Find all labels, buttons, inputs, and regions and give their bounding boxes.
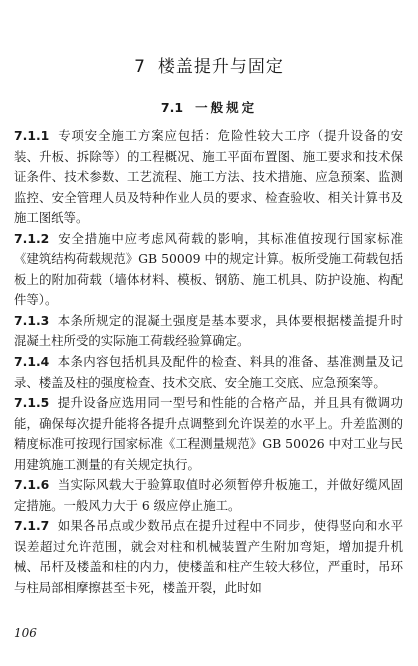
clause-number: 7.1.4 — [14, 354, 50, 370]
clause-number: 7.1.2 — [14, 230, 50, 246]
clause-text: 安全措施中应考虑风荷载的影响，其标准值按现行国家标准《建筑结构荷载规范》GB 50009 中的规定计算。板所受施工荷载包括板上的附加荷载（墙体材料、模板、钢筋、施工机具、防护设施、构配件等）。 — [14, 230, 403, 308]
clause-text: 如果各吊点或少数吊点在提升过程中不同步，使得竖向和水平误差超过允许范围，就会对柱和机械装置产生附加弯矩，增加提升机械、吊杆及楼盖和柱的内力，使楼盖和柱产生较大移位，严重时，吊环与柱局部相摩擦甚至卡死，楼盖开裂，此时如 — [14, 518, 403, 596]
clause-number: 7.1.6 — [14, 477, 50, 493]
clause-number: 7.1.3 — [14, 312, 50, 328]
clause-text: 本条内容包括机具及配件的检查、料具的准备、基准测量及记录、楼盖及柱的强度检查、技术交底、安全施工交底、应急预案等。 — [14, 354, 403, 390]
section-number: 7.1 — [160, 100, 184, 115]
clause-number: 7.1.5 — [14, 395, 50, 411]
clause-7-1-1 — [14, 126, 403, 229]
clause-7-1-6 — [14, 475, 403, 516]
clause-number: 7.1.7 — [14, 518, 50, 534]
clause-7-1-2 — [14, 229, 403, 311]
clause-7-1-7 — [14, 516, 403, 598]
clause-text: 提升设备应选用同一型号和性能的合格产品，并且具有微调功能，确保每次提升能将各提升点调整到允许误差的水平上。升差监测的精度标准可按现行国家标准《工程测量规范》GB 50026 中对工业与民用建筑施工测量的有关规定执行。 — [14, 395, 403, 472]
chapter-title — [0, 52, 418, 77]
clause-number: 7.1.1 — [14, 128, 50, 143]
clause-text: 当实际风载大于验算取值时必须暂停升板施工，并做好缆风固定措施。一般风力大于 6 级应停止施工。 — [14, 477, 403, 513]
clause-7-1-3 — [14, 311, 403, 352]
body-text — [14, 126, 403, 599]
section-title-text: 一般规定 — [195, 100, 258, 115]
page-number: 106 — [14, 626, 37, 640]
clause-text: 本条所规定的混凝土强度是基本要求，具体要根据楼盖提升时混凝土柱所受的实际施工荷载经验算确定。 — [14, 312, 403, 349]
clause-7-1-5 — [14, 393, 403, 475]
clause-7-1-4 — [14, 352, 403, 393]
chapter-title-text: 楼盖提升与固定 — [157, 57, 284, 77]
clause-text: 专项安全施工方案应包括：危险性较大工序（提升设备的安装、升板、拆除等）的工程概况、施工平面布置图、施工要求和技术保证条件、技术参数、工艺流程、施工方法、技术措施、应急预案、监测监控、安全管理人员及特种作业人员的要求、检查验收、相关计算书及施工图纸等。 — [14, 128, 403, 226]
section-title — [0, 98, 418, 116]
chapter-number: 7 — [134, 57, 146, 77]
